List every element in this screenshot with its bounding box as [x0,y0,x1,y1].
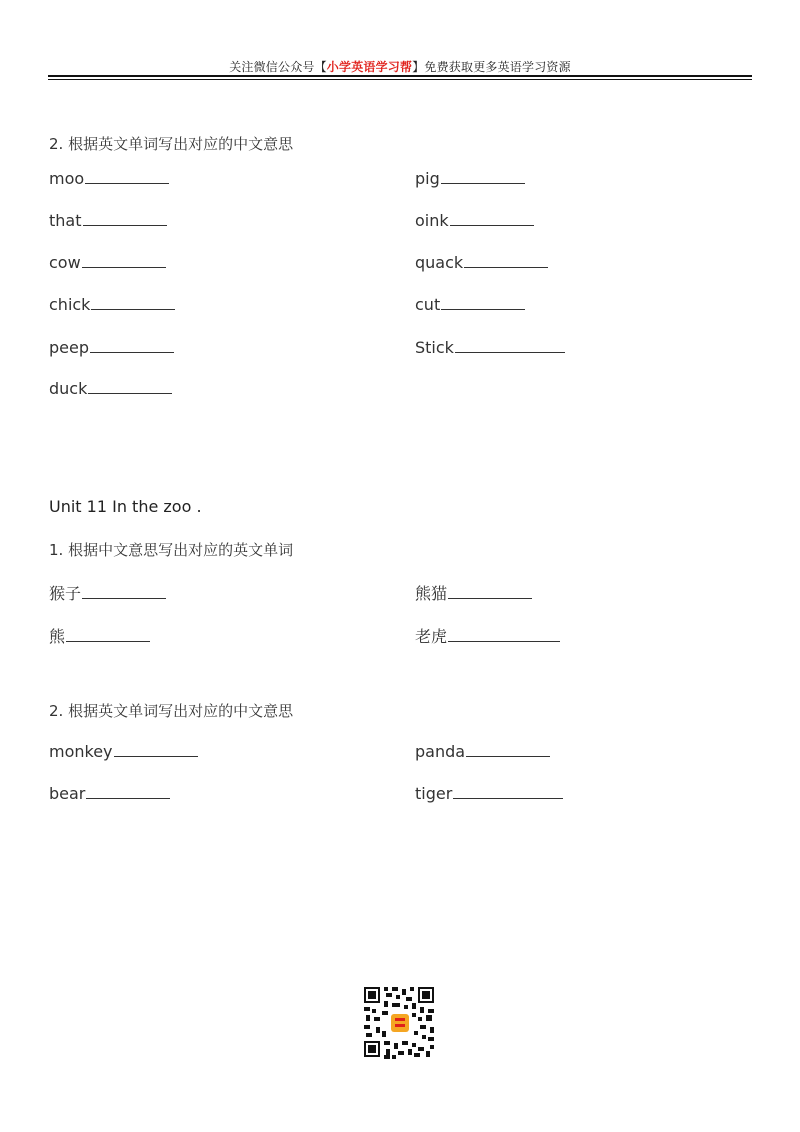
answer-blank[interactable] [466,755,550,757]
exercise-item [415,742,550,761]
exercise-word: 熊 [49,627,66,646]
exercise-item [49,338,174,357]
exercise-item [49,295,175,314]
exercise-word: Stick [415,338,454,357]
section1-heading: 2. 根据英文单词写出对应的中文意思 [49,135,294,153]
exercise-word: chick [49,295,91,314]
exercise-word: panda [415,742,466,761]
answer-blank[interactable] [448,640,560,642]
exercise-item [49,211,167,230]
exercise-word: monkey [49,742,113,761]
section2-heading: 1. 根据中文意思写出对应的英文单词 [49,541,294,559]
exercise-item [49,742,198,761]
answer-blank[interactable] [441,182,525,184]
exercise-word: that [49,211,82,230]
exercise-item [415,169,525,188]
answer-blank[interactable] [114,755,198,757]
exercise-item [49,379,172,398]
exercise-item [415,253,548,272]
answer-blank[interactable] [448,597,532,599]
exercise-word: duck [49,379,88,398]
answer-blank[interactable] [441,308,525,310]
answer-blank[interactable] [66,640,150,642]
answer-blank[interactable] [450,224,534,226]
qr-code-icon[interactable] [362,985,438,1061]
header-brand: 小学英语学习帮 [326,60,413,74]
exercise-item [415,338,565,357]
exercise-word: 熊猫 [415,584,448,603]
answer-blank[interactable] [86,797,170,799]
answer-blank[interactable] [82,266,166,268]
section3-heading: 2. 根据英文单词写出对应的中文意思 [49,702,294,720]
header-prefix: 关注微信公众号【 [229,60,327,74]
exercise-word: cow [49,253,81,272]
answer-blank[interactable] [91,308,175,310]
answer-blank[interactable] [90,351,174,353]
unit-title: Unit 11 In the zoo . [49,497,202,516]
answer-blank[interactable] [464,266,548,268]
answer-blank[interactable] [88,392,172,394]
qr-center-logo [391,1014,409,1032]
exercise-word: moo [49,169,85,188]
exercise-item [49,253,166,272]
exercise-word: pig [415,169,440,188]
exercise-word: quack [415,253,464,272]
exercise-word: 猴子 [49,584,82,603]
exercise-word: cut [415,295,441,314]
answer-blank[interactable] [85,182,169,184]
exercise-word: peep [49,338,89,357]
page-header [48,58,752,75]
answer-blank[interactable] [82,597,166,599]
exercise-item [415,784,563,803]
exercise-item [49,169,169,188]
exercise-item [49,784,170,803]
header-suffix: 】免费获取更多英语学习资源 [412,60,571,74]
exercise-word: 老虎 [415,627,448,646]
exercise-item [415,295,525,314]
exercise-item [415,211,534,230]
exercise-word: bear [49,784,86,803]
exercise-word: tiger [415,784,453,803]
exercise-word: oink [415,211,449,230]
answer-blank[interactable] [453,797,563,799]
exercise-item [415,581,532,604]
exercise-item [415,624,560,647]
header-rule-thick [48,75,752,77]
answer-blank[interactable] [455,351,565,353]
answer-blank[interactable] [83,224,167,226]
header-rule-thin [48,79,752,80]
exercise-item [49,624,150,647]
exercise-item [49,581,166,604]
